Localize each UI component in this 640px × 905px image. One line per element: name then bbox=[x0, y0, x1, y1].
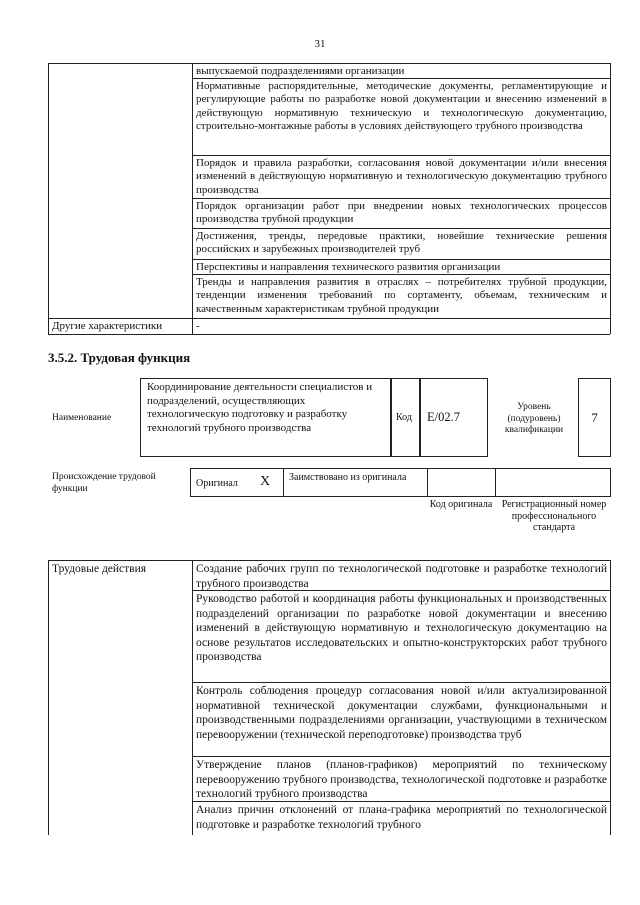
section-title: 3.5.2. Трудовая функция bbox=[48, 350, 191, 365]
reg-number-label: Регистрационный номер профессионального стандарта bbox=[501, 499, 607, 533]
level-label: Уровень (подуровень) квалификации bbox=[504, 402, 564, 435]
action-row: Руководство работой и координация работы функциональных и производственных подразделений организации по разработке новой документации и внесению изменений в действующую нормативную и технологическую документацию на основе результатов исследовательских и опытно-конструкторских работ трубного производства bbox=[196, 593, 607, 663]
origin-label: Происхождение трудовой функции bbox=[52, 472, 156, 494]
knowledge-row: Тренды и направления развития в отраслях – потребителях трубной продукции, тенденции изменения требований по сортаменту, объемам, техническим и качественным характеристикам трубной продукции bbox=[196, 276, 607, 315]
level-value: 7 bbox=[591, 410, 598, 425]
action-row: Создание рабочих групп по технологической подготовке и разработке технологий трубного производства bbox=[196, 563, 607, 590]
level-value-box bbox=[578, 378, 611, 457]
other-characteristics-value: - bbox=[196, 320, 200, 332]
borrowed-label: Заимствовано из оригинала bbox=[289, 472, 407, 483]
knowledge-row: Порядок организации работ при внедрении новых технологических процессов производства трубной продукции bbox=[196, 200, 607, 226]
code-label: Код bbox=[396, 412, 412, 423]
original-label: Оригинал bbox=[196, 478, 238, 489]
action-row: Анализ причин отклонений от плана-графика мероприятий по технологической подготовке и разработке технологий трубного bbox=[196, 804, 607, 831]
name-label: Наименование bbox=[52, 413, 112, 423]
code-value: E/02.7 bbox=[427, 410, 460, 424]
original-mark: X bbox=[260, 474, 271, 489]
page-number: 31 bbox=[314, 38, 326, 50]
code-value-box bbox=[420, 378, 488, 457]
function-name: Координирование деятельности специалистов и подразделений, осуществляющих технологическую подготовку и разработку технологий трубного производства bbox=[147, 381, 373, 434]
knowledge-row: Достижения, тренды, передовые практики, новейшие технические решения российских и зарубежных производителей труб bbox=[196, 230, 607, 256]
knowledge-row: выпускаемой подразделениями организации bbox=[196, 65, 405, 77]
knowledge-row: Нормативные распорядительные, методические документы, регламентирующие и регулирующие работы по разработке новой документации и внесению изменений в действующую нормативную техническую и технологическую документацию, строительно-монтажные работы в условиях действующего трубного производства bbox=[196, 80, 607, 132]
action-row: Утверждение планов (планов-графиков) мероприятий по техническому перевооружению трубного производства, технологической подготовке и разработке технологий трубного производства bbox=[196, 759, 607, 800]
actions-label: Трудовые действия bbox=[52, 563, 147, 575]
knowledge-row: Перспективы и направления технического развития организации bbox=[196, 261, 501, 273]
action-row: Контроль соблюдения процедур согласования новой и/или актуализированной нормативной технической документации службами, функциональными и производственными подразделениями организации, участвующими в техническом перевооружении (технической переподготовке) производства труб bbox=[196, 685, 607, 741]
name-box bbox=[140, 378, 391, 457]
knowledge-row: Порядок и правила разработки, согласования новой документации и/или внесения изменений в действующую нормативную и технологическую документацию трубного производства bbox=[196, 157, 607, 196]
code-original-label: Код оригинала bbox=[429, 499, 493, 510]
other-characteristics-label: Другие характеристики bbox=[52, 320, 163, 332]
code-label-box bbox=[391, 378, 420, 457]
